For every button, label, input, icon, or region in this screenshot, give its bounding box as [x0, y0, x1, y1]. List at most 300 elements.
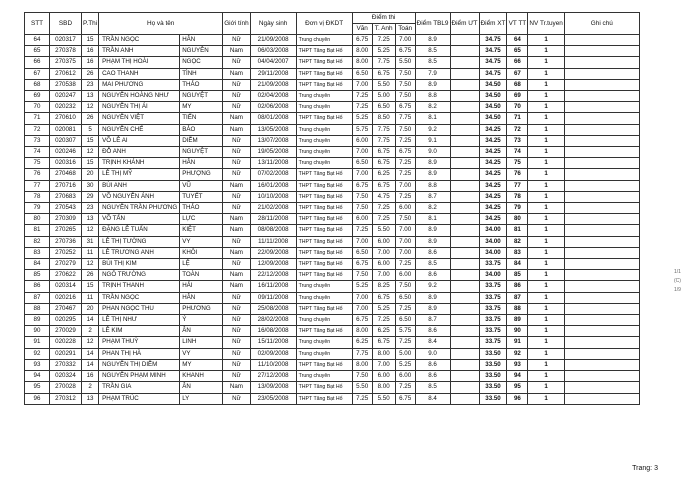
cell-gt: Nữ [223, 259, 250, 270]
cell-ns: 07/02/2008 [250, 169, 296, 180]
cell-ten: TÌNH [180, 68, 223, 79]
cell-nv: 1 [528, 124, 564, 135]
cell-sbd: 270683 [50, 191, 82, 202]
cell-sbd: 020246 [50, 147, 82, 158]
cell-ho: PHAN THỊ HÀ [99, 348, 180, 359]
cell-vt: 87 [507, 292, 528, 303]
cell-van: 7.25 [352, 91, 372, 102]
cell-ns: 02/04/2008 [250, 91, 296, 102]
cell-xt: 34.25 [479, 203, 507, 214]
cell-gc [564, 359, 639, 370]
cell-anh: 7.00 [372, 247, 395, 258]
cell-ten: ÂN [180, 326, 223, 337]
cell-gt: Nữ [223, 371, 250, 382]
cell-gt: Nữ [223, 393, 250, 404]
cell-phong: 26 [82, 113, 99, 124]
cell-anh: 7.25 [372, 315, 395, 326]
cell-phong: 12 [82, 259, 99, 270]
score-sheet [24, 12, 640, 405]
cell-anh: 6.75 [372, 337, 395, 348]
cell-vt: 74 [507, 147, 528, 158]
cell-phong: 16 [82, 371, 99, 382]
cell-toan: 5.75 [395, 326, 415, 337]
cell-gt: Nữ [223, 158, 250, 169]
cell-gc [564, 303, 639, 314]
cell-xt: 34.25 [479, 147, 507, 158]
cell-vt: 79 [507, 203, 528, 214]
cell-gc [564, 236, 639, 247]
cell-toan: 7.50 [395, 79, 415, 90]
cell-ns: 02/06/2008 [250, 102, 296, 113]
cell-phong: 15 [82, 158, 99, 169]
cell-gc [564, 124, 639, 135]
cell-van: 7.50 [352, 270, 372, 281]
cell-vt: 80 [507, 214, 528, 225]
cell-vt: 69 [507, 91, 528, 102]
cell-gc [564, 169, 639, 180]
cell-nv: 1 [528, 203, 564, 214]
cell-tbl9: 7.9 [415, 68, 450, 79]
cell-stt: 92 [25, 348, 50, 359]
cell-ut [450, 281, 479, 292]
cell-anh: 6.25 [372, 326, 395, 337]
cell-nv: 1 [528, 337, 564, 348]
table-row [25, 180, 640, 191]
cell-anh: 6.75 [372, 292, 395, 303]
cell-ten: VY [180, 348, 223, 359]
cell-ten: PHƯƠNG [180, 303, 223, 314]
cell-ut [450, 371, 479, 382]
cell-ns: 16/11/2008 [250, 281, 296, 292]
cell-stt: 88 [25, 303, 50, 314]
cell-ten: THẢO [180, 79, 223, 90]
cell-ns: 22/09/2008 [250, 247, 296, 258]
page-label: Trang: [632, 465, 653, 472]
cell-ns: 11/11/2008 [250, 236, 296, 247]
cell-tbl9: 8.5 [415, 259, 450, 270]
cell-toan: 6.75 [395, 46, 415, 57]
cell-xt: 33.75 [479, 315, 507, 326]
cell-tbl9: 8.5 [415, 57, 450, 68]
cell-van: 7.00 [352, 79, 372, 90]
cell-ten: LỰC [180, 214, 223, 225]
cell-phong: 15 [82, 35, 99, 46]
cell-anh: 5.50 [372, 393, 395, 404]
cell-xt: 33.50 [479, 382, 507, 393]
cell-nv: 1 [528, 169, 564, 180]
table-row [25, 91, 640, 102]
cell-stt: 70 [25, 102, 50, 113]
cell-nv: 1 [528, 225, 564, 236]
cell-nv: 1 [528, 158, 564, 169]
header-diem-ut: Điểm ƯT [450, 13, 479, 35]
cell-toan: 7.00 [395, 225, 415, 236]
cell-stt: 80 [25, 214, 50, 225]
cell-dv: Trung chuyên [296, 281, 352, 292]
cell-ho: ĐẶNG LÊ TUẤN [99, 225, 180, 236]
cell-tbl9: 8.8 [415, 180, 450, 191]
cell-stt: 67 [25, 68, 50, 79]
table-row [25, 393, 640, 404]
cell-ns: 10/10/2008 [250, 191, 296, 202]
cell-toan: 6.00 [395, 270, 415, 281]
cell-anh: 6.00 [372, 371, 395, 382]
cell-gt: Nam [223, 113, 250, 124]
header-anh: T. Anh [372, 24, 395, 35]
cell-dv: Trung chuyên [296, 147, 352, 158]
cell-nv: 1 [528, 393, 564, 404]
cell-tbl9: 8.9 [415, 79, 450, 90]
cell-anh: 6.75 [372, 180, 395, 191]
cell-dv: THPT Tăng Bạt Hổ [296, 57, 352, 68]
cell-gc [564, 79, 639, 90]
cell-ho: MAI PHƯƠNG [99, 79, 180, 90]
table-row [25, 337, 640, 348]
cell-ho: PHẠM THỊ HOÀI [99, 57, 180, 68]
cell-gt: Nữ [223, 326, 250, 337]
cell-tbl9: 9.0 [415, 147, 450, 158]
cell-ut [450, 359, 479, 370]
cell-dv: THPT Tăng Bạt Hổ [296, 393, 352, 404]
cell-nv: 1 [528, 91, 564, 102]
cell-phong: 20 [82, 303, 99, 314]
header-diem-tbl9: Điểm TBL9 [415, 13, 450, 35]
cell-van: 7.25 [352, 393, 372, 404]
cell-anh: 7.25 [372, 214, 395, 225]
cell-ns: 12/09/2008 [250, 259, 296, 270]
cell-vt: 76 [507, 169, 528, 180]
cell-dv: THPT Tăng Bạt Hổ [296, 326, 352, 337]
cell-anh: 6.75 [372, 68, 395, 79]
cell-gc [564, 371, 639, 382]
cell-xt: 34.25 [479, 214, 507, 225]
cell-ten: BẢO [180, 124, 223, 135]
cell-anh: 5.25 [372, 46, 395, 57]
table-row [25, 292, 640, 303]
cell-ho: BÙI ANH [99, 180, 180, 191]
cell-nv: 1 [528, 382, 564, 393]
cell-xt: 34.25 [479, 135, 507, 146]
cell-nv: 1 [528, 102, 564, 113]
cell-sbd: 270279 [50, 259, 82, 270]
cell-gc [564, 348, 639, 359]
cell-tbl9: 8.5 [415, 382, 450, 393]
cell-ut [450, 102, 479, 113]
cell-sbd: 270543 [50, 203, 82, 214]
cell-dv: Trung chuyên [296, 315, 352, 326]
cell-van: 7.00 [352, 292, 372, 303]
cell-ut [450, 348, 479, 359]
cell-xt: 34.50 [479, 113, 507, 124]
cell-ut [450, 247, 479, 258]
cell-tbl9: 9.2 [415, 281, 450, 292]
cell-vt: 68 [507, 79, 528, 90]
cell-nv: 1 [528, 270, 564, 281]
cell-toan: 6.75 [395, 147, 415, 158]
cell-van: 6.75 [352, 180, 372, 191]
cell-phong: 12 [82, 225, 99, 236]
cell-ten: LY [180, 393, 223, 404]
cell-xt: 33.50 [479, 371, 507, 382]
cell-tbl9: 8.2 [415, 102, 450, 113]
cell-sbd: 270378 [50, 46, 82, 57]
cell-van: 7.00 [352, 147, 372, 158]
cell-anh: 7.00 [372, 270, 395, 281]
cell-gc [564, 180, 639, 191]
cell-toan: 7.50 [395, 68, 415, 79]
header-row-1 [25, 13, 640, 24]
cell-gt: Nữ [223, 203, 250, 214]
cell-nv: 1 [528, 180, 564, 191]
cell-anh: 8.25 [372, 281, 395, 292]
cell-ho: PHẠM TRÚC [99, 393, 180, 404]
cell-ho: NGÔ TRƯỜNG [99, 270, 180, 281]
cell-vt: 70 [507, 102, 528, 113]
cell-toan: 7.25 [395, 382, 415, 393]
cell-stt: 75 [25, 158, 50, 169]
cell-phong: 16 [82, 57, 99, 68]
table-row [25, 303, 640, 314]
cell-stt: 85 [25, 270, 50, 281]
cell-ns: 22/12/2008 [250, 270, 296, 281]
cell-stt: 93 [25, 359, 50, 370]
cell-nv: 1 [528, 35, 564, 46]
cell-ho: PHẠM THUỲ [99, 337, 180, 348]
cell-toan: 6.00 [395, 203, 415, 214]
cell-sbd: 020317 [50, 35, 82, 46]
cell-gt: Nữ [223, 169, 250, 180]
cell-tbl9: 8.9 [415, 236, 450, 247]
cell-xt: 33.50 [479, 359, 507, 370]
cell-stt: 89 [25, 315, 50, 326]
cell-tbl9: 8.6 [415, 371, 450, 382]
cell-vt: 65 [507, 46, 528, 57]
cell-ho: LÊ THỊ TƯỜNG [99, 236, 180, 247]
table-row [25, 371, 640, 382]
cell-dv: Trung chuyên [296, 124, 352, 135]
cell-ten: LINH [180, 337, 223, 348]
cell-toan: 7.25 [395, 259, 415, 270]
cell-sbd: 270467 [50, 303, 82, 314]
cell-xt: 33.50 [479, 393, 507, 404]
cell-dv: THPT Tăng Bạt Hổ [296, 68, 352, 79]
cell-toan: 6.50 [395, 292, 415, 303]
cell-ut [450, 147, 479, 158]
cell-gc [564, 147, 639, 158]
cell-gc [564, 135, 639, 146]
cell-nv: 1 [528, 147, 564, 158]
cell-sbd: 020307 [50, 135, 82, 146]
cell-tbl9: 8.5 [415, 46, 450, 57]
cell-vt: 73 [507, 135, 528, 146]
cell-gc [564, 225, 639, 236]
table-row [25, 68, 640, 79]
cell-phong: 13 [82, 393, 99, 404]
cell-vt: 90 [507, 326, 528, 337]
cell-sbd: 020291 [50, 348, 82, 359]
cell-gc [564, 292, 639, 303]
cell-anh: 6.00 [372, 236, 395, 247]
cell-toan: 5.25 [395, 359, 415, 370]
table-row [25, 169, 640, 180]
cell-gt: Nữ [223, 57, 250, 68]
table-row [25, 79, 640, 90]
cell-tbl9: 9.2 [415, 124, 450, 135]
cell-sbd: 020081 [50, 124, 82, 135]
cell-stt: 87 [25, 292, 50, 303]
cell-toan: 6.50 [395, 315, 415, 326]
cell-stt: 72 [25, 124, 50, 135]
cell-ns: 28/02/2008 [250, 315, 296, 326]
cell-vt: 85 [507, 270, 528, 281]
cell-xt: 34.00 [479, 270, 507, 281]
cell-ho: VÕ TẤN [99, 214, 180, 225]
cell-ho: TRẦN NGỌC [99, 292, 180, 303]
cell-vt: 88 [507, 303, 528, 314]
cell-stt: 82 [25, 236, 50, 247]
cell-ns: 11/10/2008 [250, 359, 296, 370]
header-phong-thi: P.Thi [82, 13, 99, 35]
cell-ten: THẢO [180, 203, 223, 214]
cell-phong: 12 [82, 337, 99, 348]
cell-van: 6.00 [352, 214, 372, 225]
cell-ho: TRẦN NGỌC [99, 35, 180, 46]
cell-ho: TRẦN GIA [99, 382, 180, 393]
cell-gc [564, 68, 639, 79]
cell-ten: KHÔI [180, 247, 223, 258]
cell-ten: TUYẾT [180, 191, 223, 202]
cell-nv: 1 [528, 359, 564, 370]
cell-van: 6.50 [352, 68, 372, 79]
cell-gc [564, 214, 639, 225]
cell-ho: VÕ NGUYỄN ÁNH [99, 191, 180, 202]
cell-phong: 16 [82, 46, 99, 57]
cell-anh: 7.25 [372, 203, 395, 214]
table-body [25, 35, 640, 405]
cell-vt: 81 [507, 225, 528, 236]
cell-ns: 28/11/2008 [250, 214, 296, 225]
cell-sbd: 020216 [50, 292, 82, 303]
cell-phong: 26 [82, 270, 99, 281]
cell-van: 7.00 [352, 236, 372, 247]
cell-ns: 02/09/2008 [250, 348, 296, 359]
cell-tbl9: 8.1 [415, 214, 450, 225]
cell-toan: 7.50 [395, 281, 415, 292]
cell-phong: 26 [82, 68, 99, 79]
cell-xt: 34.50 [479, 91, 507, 102]
cell-ho: NGUYỄN PHẠM MINH [99, 371, 180, 382]
table-row [25, 191, 640, 202]
cell-dv: THPT Tăng Bạt Hổ [296, 236, 352, 247]
cell-gt: Nữ [223, 315, 250, 326]
cell-nv: 1 [528, 348, 564, 359]
cell-ten: LỆ [180, 259, 223, 270]
cell-gt: Nam [223, 270, 250, 281]
cell-ho: TRỊNH KHÁNH [99, 158, 180, 169]
cell-ut [450, 326, 479, 337]
cell-ho: NGUYỄN VIỆT [99, 113, 180, 124]
cell-anh: 5.25 [372, 303, 395, 314]
cell-vt: 72 [507, 124, 528, 135]
cell-ut [450, 382, 479, 393]
cell-ut [450, 337, 479, 348]
cell-dv: THPT Tăng Bạt Hổ [296, 169, 352, 180]
cell-ns: 08/01/2008 [250, 113, 296, 124]
cell-toan: 7.50 [395, 91, 415, 102]
cell-dv: Trung chuyên [296, 337, 352, 348]
cell-sbd: 270612 [50, 68, 82, 79]
cell-nv: 1 [528, 247, 564, 258]
cell-nv: 1 [528, 191, 564, 202]
cell-tbl9: 8.9 [415, 158, 450, 169]
cell-gt: Nam [223, 247, 250, 258]
cell-ns: 21/02/2008 [250, 203, 296, 214]
cell-nv: 1 [528, 259, 564, 270]
cell-sbd: 270622 [50, 270, 82, 281]
cell-ho: VÕ LÊ AI [99, 135, 180, 146]
cell-anh: 7.75 [372, 124, 395, 135]
table-row [25, 46, 640, 57]
cell-tbl9: 8.4 [415, 337, 450, 348]
cell-stt: 73 [25, 135, 50, 146]
cell-nv: 1 [528, 281, 564, 292]
cell-xt: 34.25 [479, 124, 507, 135]
cell-xt: 33.50 [479, 348, 507, 359]
cell-anh: 7.75 [372, 57, 395, 68]
cell-ut [450, 315, 479, 326]
cell-stt: 86 [25, 281, 50, 292]
cell-xt: 34.25 [479, 191, 507, 202]
cell-ns: 13/11/2008 [250, 158, 296, 169]
cell-phong: 23 [82, 203, 99, 214]
cell-ten: Ý [180, 315, 223, 326]
header-ngay-sinh: Ngày sinh [250, 13, 296, 35]
cell-ns: 29/11/2008 [250, 68, 296, 79]
cell-dv: THPT Tăng Bạt Hổ [296, 259, 352, 270]
cell-phong: 31 [82, 236, 99, 247]
cell-ten: DIỄM [180, 135, 223, 146]
table-row [25, 247, 640, 258]
cell-tbl9: 8.7 [415, 315, 450, 326]
table-row [25, 270, 640, 281]
cell-vt: 86 [507, 281, 528, 292]
cell-vt: 96 [507, 393, 528, 404]
cell-van: 5.50 [352, 382, 372, 393]
cell-ut [450, 191, 479, 202]
cell-toan: 7.75 [395, 113, 415, 124]
score-table [24, 12, 640, 405]
table-row [25, 348, 640, 359]
cell-tbl9: 8.6 [415, 270, 450, 281]
cell-stt: 74 [25, 147, 50, 158]
cell-ten: HÂN [180, 158, 223, 169]
cell-xt: 34.25 [479, 158, 507, 169]
cell-ut [450, 158, 479, 169]
cell-ten: TOÀN [180, 270, 223, 281]
cell-vt: 71 [507, 113, 528, 124]
cell-stt: 91 [25, 337, 50, 348]
cell-van: 7.25 [352, 102, 372, 113]
cell-ho: LÊ KIM [99, 326, 180, 337]
table-row [25, 214, 640, 225]
cell-ns: 06/03/2008 [250, 46, 296, 57]
table-row [25, 236, 640, 247]
cell-stt: 83 [25, 247, 50, 258]
cell-anh: 6.00 [372, 259, 395, 270]
cell-vt: 95 [507, 382, 528, 393]
cell-tbl9: 9.1 [415, 135, 450, 146]
cell-toan: 7.00 [395, 180, 415, 191]
